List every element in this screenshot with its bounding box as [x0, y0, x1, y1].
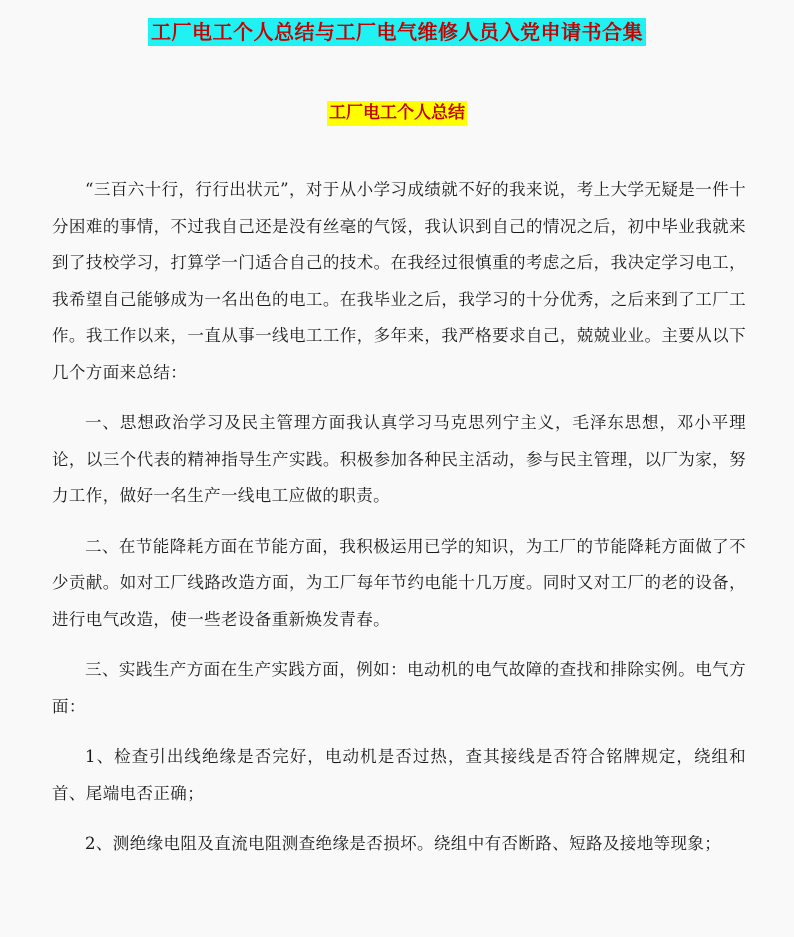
section-title — [0, 95, 794, 126]
paragraph-politics: 一、思想政治学习及民主管理方面我认真学习马克思列宁主义，毛泽东思想，邓小平理论，以三个代表的精神指导生产实践。积极参加各种民主活动，参与民主管理，以厂为家，努力工作，做好一名生产一线电工应做的职责。 — [52, 413, 746, 505]
document-main-title — [0, 9, 794, 47]
paragraph-intro: “三百六十行，行行出状元”，对于从小学习成绩就不好的我来说，考上大学无疑是一件十分困难的事情，不过我自己还是没有丝毫的气馁，我认识到自己的情况之后，初中毕业我就来到了技校学习，打算学一门适合自己的技术。在我经过很慎重的考虑之后，我决定学习电工，我希望自己能够成为一名出色的电工。在我毕业之后，我学习的十分优秀，之后来到了工厂工作。我工作以来，一直从事一线电工工作，多年来，我严格要求自己，兢兢业业。主要从以下几个方面来总结： — [52, 180, 746, 382]
section-title-highlight: 工厂电工个人总结 — [327, 101, 467, 126]
paragraph-item-1: 1、检查引出线绝缘是否完好，电动机是否过热，查其接线是否符合铭牌规定，绕组和首、尾端电否正确； — [52, 747, 746, 803]
main-title-highlight: 工厂电工个人总结与工厂电气维修人员入党申请书合集 — [148, 18, 646, 46]
paragraph-energy-saving: 二、在节能降耗方面在节能方面，我积极运用已学的知识，为工厂的节能降耗方面做了不少贡献。如对工厂线路改造方面，为工厂每年节约电能十几万度。同时又对工厂的老的设备，进行电气改造，使一些老设备重新焕发青春。 — [52, 536, 746, 629]
document-body — [52, 172, 746, 877]
paragraph-practice: 三、实践生产方面在生产实践方面，例如：电动机的电气故障的查找和排除实例。电气方面： — [52, 660, 746, 716]
paragraph-item-2: 2、测绝缘电阻及直流电阻测查绝缘是否损坏。绕组中有否断路、短路及接地等现象； — [85, 834, 722, 853]
